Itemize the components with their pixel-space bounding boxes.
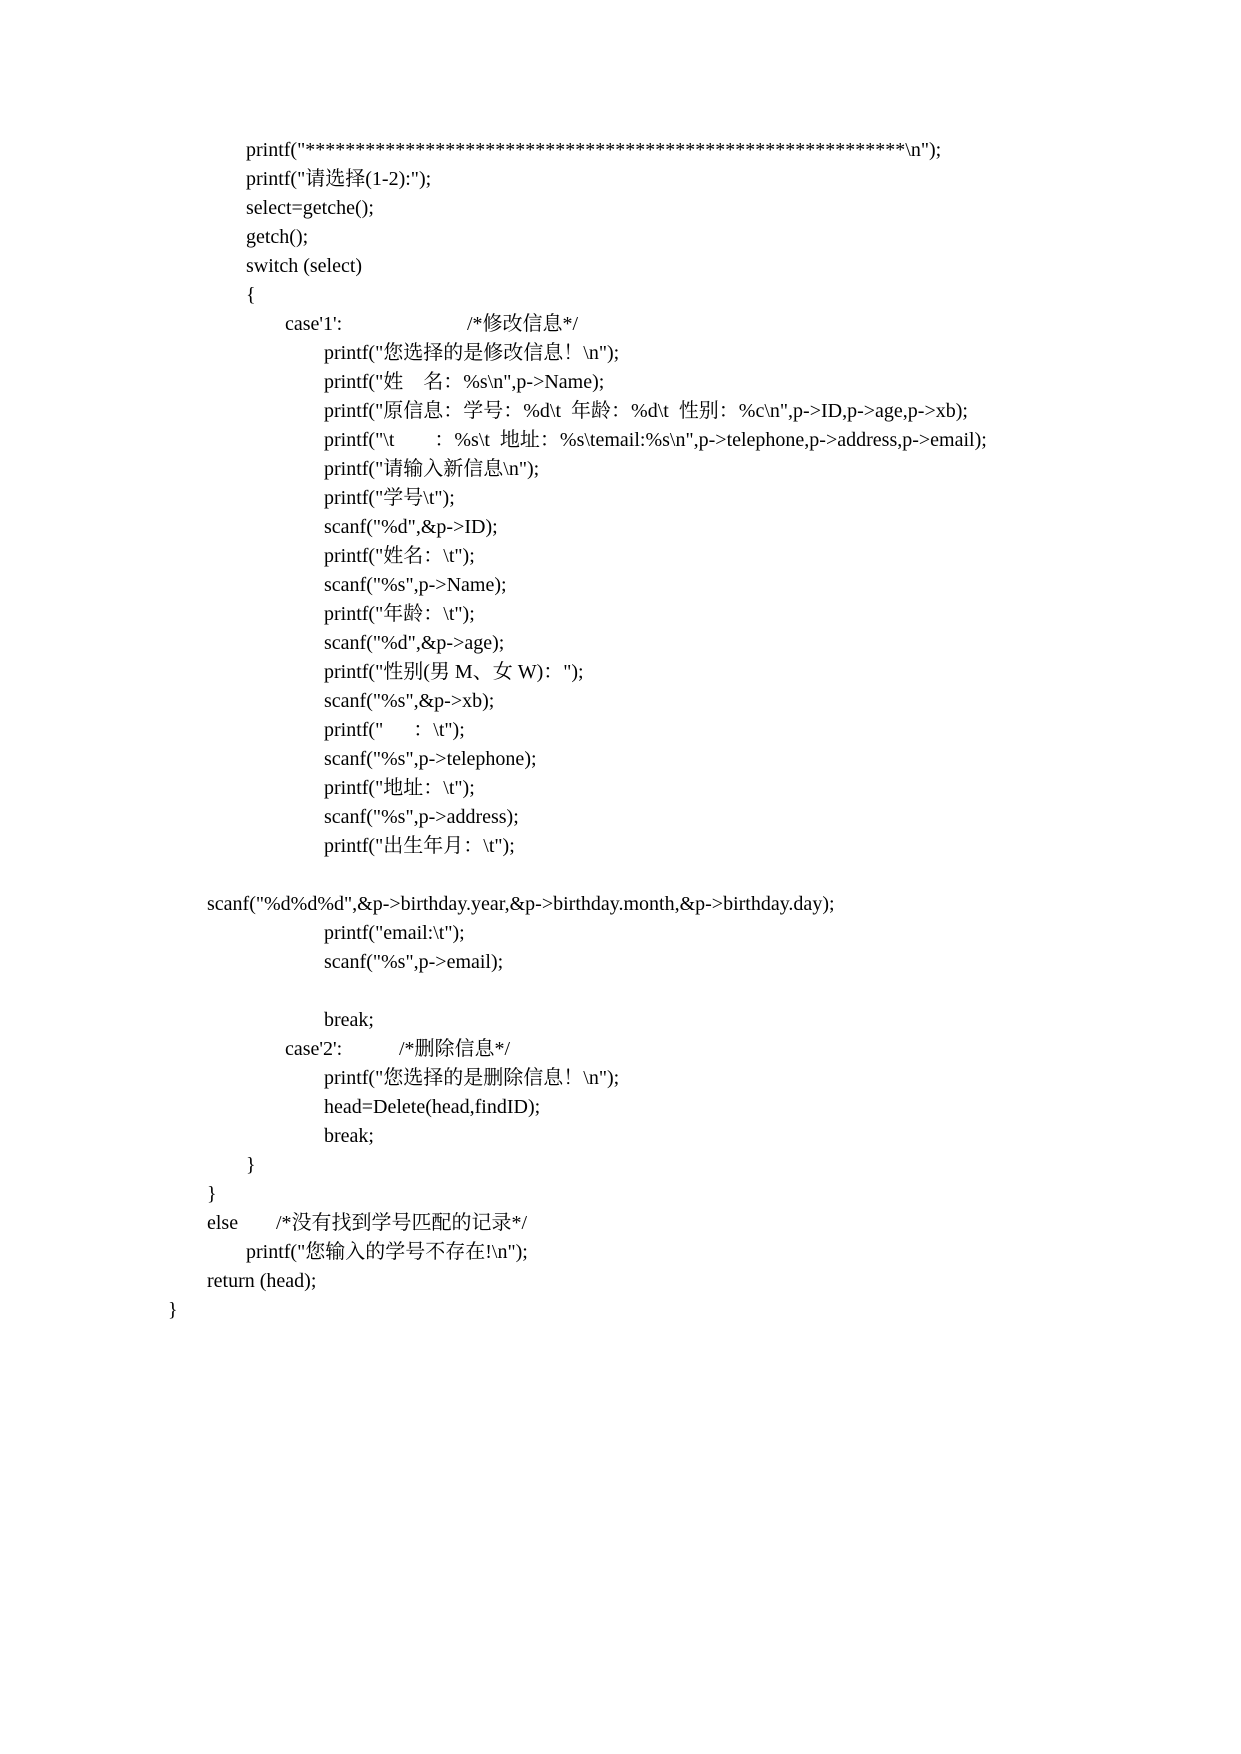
code-line: scanf("%s",p->Name); <box>324 574 507 596</box>
code-line: else <box>207 1212 239 1234</box>
code-line: printf("请输入新信息\n"); <box>324 458 540 480</box>
code-line: printf("************************************************************\n"); <box>246 139 942 161</box>
code-line: printf("\t ：%s\t 地址：%s\temail:%s\n",p->telephone,p->address,p->email); <box>324 429 987 451</box>
code-line: } <box>168 1299 178 1321</box>
code-line: scanf("%s",&p->xb); <box>324 690 495 712</box>
code-line: printf("姓名：\t"); <box>324 545 475 567</box>
code-line: printf("您选择的是修改信息！\n"); <box>324 342 620 364</box>
code-line: getch(); <box>246 226 309 248</box>
code-line: scanf("%s",p->email); <box>324 951 504 973</box>
code-line: scanf("%d%d%d",&p->birthday.year,&p->birthday.month,&p->birthday.day); <box>207 893 835 915</box>
code-line: scanf("%s",p->telephone); <box>324 748 537 770</box>
code-comment: /*没有找到学号匹配的记录*/ <box>276 1212 528 1234</box>
code-line: printf("出生年月：\t"); <box>324 835 515 857</box>
code-line: break; <box>324 1125 374 1147</box>
code-line: select=getche(); <box>246 197 374 219</box>
code-line: } <box>246 1154 256 1176</box>
code-line: { <box>246 284 256 306</box>
code-line: case'2': <box>285 1038 343 1060</box>
code-comment: /*修改信息*/ <box>467 313 579 335</box>
code-comment: /*删除信息*/ <box>399 1038 511 1060</box>
code-line: return (head); <box>207 1270 317 1292</box>
code-line: scanf("%d",&p->ID); <box>324 516 498 538</box>
code-line: scanf("%s",p->address); <box>324 806 519 828</box>
code-line: head=Delete(head,findID); <box>324 1096 541 1118</box>
code-line: printf("请选择(1-2):"); <box>246 168 432 190</box>
code-line: printf("地址：\t"); <box>324 777 475 799</box>
code-line: printf("原信息：学号：%d\t 年龄：%d\t 性别：%c\n",p->ID,p->age,p->xb); <box>324 400 968 422</box>
code-line: switch (select) <box>246 255 363 277</box>
code-line: printf("您输入的学号不存在!\n"); <box>246 1241 528 1263</box>
code-line: case'1': <box>285 313 343 335</box>
code-line: printf(" ：\t"); <box>324 719 465 741</box>
code-line: printf("年龄：\t"); <box>324 603 475 625</box>
code-line: printf("您选择的是删除信息！\n"); <box>324 1067 620 1089</box>
code-line: scanf("%d",&p->age); <box>324 632 505 654</box>
code-line: printf("学号\t"); <box>324 487 455 509</box>
code-line: break; <box>324 1009 374 1031</box>
code-line: } <box>207 1183 217 1205</box>
code-line: printf("性别(男 M、女 W)："); <box>324 661 584 683</box>
code-line: printf("姓 名：%s\n",p->Name); <box>324 371 605 393</box>
code-line: printf("email:\t"); <box>324 922 465 944</box>
